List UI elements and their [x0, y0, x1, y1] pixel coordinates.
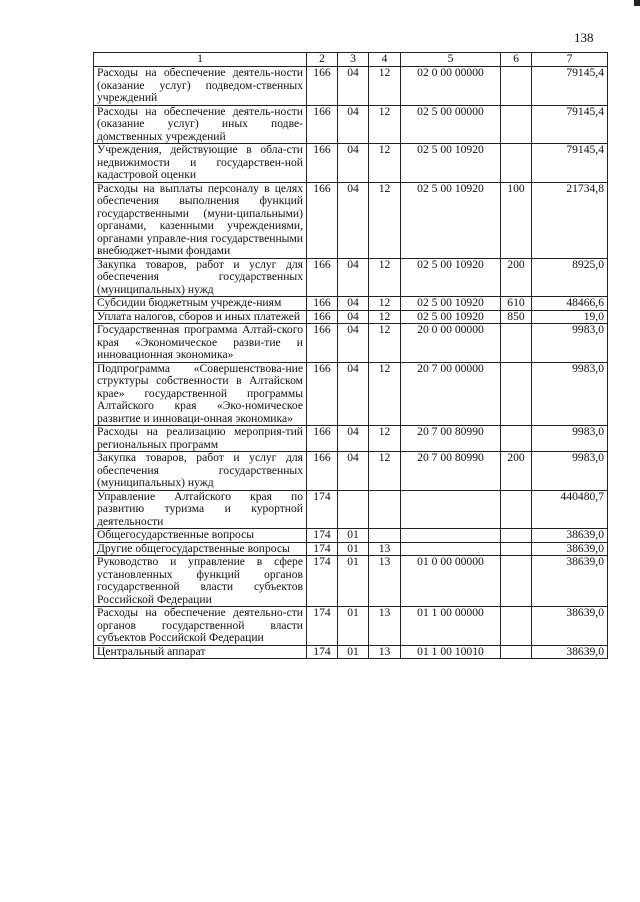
row-expense-type-cell — [501, 144, 532, 183]
row-subsection-cell: 12 — [369, 105, 401, 144]
table-row — [94, 362, 608, 426]
row-target-cell — [401, 542, 501, 556]
row-subsection-cell: 12 — [369, 258, 401, 297]
row-expense-type-cell — [501, 426, 532, 452]
row-section-cell: 01 — [338, 645, 369, 659]
row-expense-type-cell — [501, 324, 532, 363]
row-expense-type-cell — [501, 529, 532, 543]
row-name-cell: Управление Алтайского края по развитию туризма и курортной деятельности — [94, 490, 307, 529]
header-row — [94, 53, 608, 67]
header-cell: 4 — [369, 53, 401, 67]
row-section-cell: 04 — [338, 426, 369, 452]
table-row — [94, 310, 608, 324]
row-subsection-cell — [369, 529, 401, 543]
row-subsection-cell: 12 — [369, 452, 401, 491]
row-amount-cell: 38639,0 — [532, 607, 608, 646]
header-cell: 2 — [307, 53, 338, 67]
row-subsection-cell: 12 — [369, 67, 401, 106]
table-row — [94, 258, 608, 297]
row-code-cell: 166 — [307, 182, 338, 258]
row-subsection-cell: 12 — [369, 426, 401, 452]
row-subsection-cell — [369, 490, 401, 529]
row-code-cell: 166 — [307, 310, 338, 324]
row-target-cell: 02 5 00 10920 — [401, 310, 501, 324]
row-name-cell: Учреждения, действующие в обла-сти недвижимости и государствен-ной кадастровой оценки — [94, 144, 307, 183]
row-name-cell: Расходы на обеспечение деятельно-сти органов государственной власти субъектов Российской Федерации — [94, 607, 307, 646]
row-target-cell: 20 0 00 00000 — [401, 324, 501, 363]
row-amount-cell: 38639,0 — [532, 542, 608, 556]
table-row — [94, 297, 608, 311]
row-target-cell: 02 5 00 10920 — [401, 182, 501, 258]
row-section-cell: 04 — [338, 452, 369, 491]
row-section-cell: 04 — [338, 105, 369, 144]
row-target-cell: 02 5 00 10920 — [401, 258, 501, 297]
row-amount-cell: 38639,0 — [532, 645, 608, 659]
table-row — [94, 542, 608, 556]
table-row — [94, 645, 608, 659]
row-code-cell: 166 — [307, 105, 338, 144]
row-subsection-cell: 13 — [369, 607, 401, 646]
row-section-cell: 04 — [338, 258, 369, 297]
row-name-cell: Другие общегосударственные вопросы — [94, 542, 307, 556]
table-row — [94, 324, 608, 363]
header-cell: 5 — [401, 53, 501, 67]
row-code-cell: 166 — [307, 362, 338, 426]
row-section-cell — [338, 490, 369, 529]
row-amount-cell: 9983,0 — [532, 452, 608, 491]
row-code-cell: 166 — [307, 297, 338, 311]
row-code-cell: 174 — [307, 542, 338, 556]
row-expense-type-cell — [501, 490, 532, 529]
row-amount-cell: 21734,8 — [532, 182, 608, 258]
row-target-cell: 20 7 00 00000 — [401, 362, 501, 426]
row-target-cell — [401, 529, 501, 543]
row-name-cell: Расходы на выплаты персоналу в целях обеспечения выполнения функций государственными (муни-ципальными) органами, казенными учреждениями, органами управле-ния государственными внебюджет-ными фондами — [94, 182, 307, 258]
row-expense-type-cell — [501, 105, 532, 144]
row-subsection-cell: 13 — [369, 542, 401, 556]
row-expense-type-cell — [501, 67, 532, 106]
row-section-cell: 04 — [338, 182, 369, 258]
row-section-cell: 04 — [338, 67, 369, 106]
table-row — [94, 426, 608, 452]
page-number: 138 — [574, 30, 594, 45]
row-subsection-cell: 12 — [369, 310, 401, 324]
row-amount-cell: 79145,4 — [532, 67, 608, 106]
row-section-cell: 01 — [338, 607, 369, 646]
row-expense-type-cell — [501, 645, 532, 659]
table-row — [94, 607, 608, 646]
row-amount-cell: 79145,4 — [532, 144, 608, 183]
row-code-cell: 166 — [307, 324, 338, 363]
row-name-cell: Расходы на обеспечение деятель-ности (оказание услуг) подведом-ственных учреждений — [94, 67, 307, 106]
row-code-cell: 166 — [307, 144, 338, 183]
row-code-cell: 174 — [307, 490, 338, 529]
row-target-cell: 01 1 00 10010 — [401, 645, 501, 659]
row-amount-cell: 48466,6 — [532, 297, 608, 311]
row-amount-cell: 9983,0 — [532, 426, 608, 452]
row-subsection-cell: 12 — [369, 297, 401, 311]
table-row — [94, 67, 608, 106]
scan-corner-mark — [634, 0, 640, 6]
row-target-cell: 02 0 00 00000 — [401, 67, 501, 106]
row-amount-cell: 8925,0 — [532, 258, 608, 297]
row-subsection-cell: 12 — [369, 362, 401, 426]
row-name-cell: Общегосударственные вопросы — [94, 529, 307, 543]
row-amount-cell: 9983,0 — [532, 324, 608, 363]
row-amount-cell: 79145,4 — [532, 105, 608, 144]
row-section-cell: 04 — [338, 144, 369, 183]
row-amount-cell: 38639,0 — [532, 556, 608, 607]
row-subsection-cell: 13 — [369, 645, 401, 659]
row-code-cell: 166 — [307, 67, 338, 106]
row-amount-cell: 440480,7 — [532, 490, 608, 529]
row-name-cell: Расходы на обеспечение деятель-ности (оказание услуг) иных подве-домственных учреждений — [94, 105, 307, 144]
table-row — [94, 144, 608, 183]
row-name-cell: Центральный аппарат — [94, 645, 307, 659]
header-cell: 3 — [338, 53, 369, 67]
row-section-cell: 01 — [338, 529, 369, 543]
row-code-cell: 166 — [307, 258, 338, 297]
row-expense-type-cell — [501, 542, 532, 556]
table-row — [94, 182, 608, 258]
row-target-cell: 02 5 00 10920 — [401, 297, 501, 311]
table-row — [94, 490, 608, 529]
row-expense-type-cell: 200 — [501, 258, 532, 297]
row-expense-type-cell — [501, 362, 532, 426]
row-section-cell: 04 — [338, 324, 369, 363]
budget-table — [93, 52, 608, 659]
row-target-cell: 01 1 00 00000 — [401, 607, 501, 646]
row-expense-type-cell: 610 — [501, 297, 532, 311]
row-section-cell: 04 — [338, 297, 369, 311]
row-target-cell: 01 0 00 00000 — [401, 556, 501, 607]
row-expense-type-cell: 100 — [501, 182, 532, 258]
header-cell: 6 — [501, 53, 532, 67]
row-name-cell: Закупка товаров, работ и услуг для обеспечения государственных (муниципальных) нужд — [94, 258, 307, 297]
row-target-cell — [401, 490, 501, 529]
row-code-cell: 166 — [307, 452, 338, 491]
row-name-cell: Субсидии бюджетным учрежде-ниям — [94, 297, 307, 311]
row-amount-cell: 38639,0 — [532, 529, 608, 543]
row-code-cell: 174 — [307, 645, 338, 659]
row-target-cell: 20 7 00 80990 — [401, 426, 501, 452]
table-row — [94, 105, 608, 144]
row-section-cell: 01 — [338, 556, 369, 607]
row-subsection-cell: 12 — [369, 144, 401, 183]
table-row — [94, 452, 608, 491]
row-expense-type-cell — [501, 607, 532, 646]
header-cell: 7 — [532, 53, 608, 67]
row-section-cell: 04 — [338, 362, 369, 426]
row-expense-type-cell: 200 — [501, 452, 532, 491]
row-target-cell: 02 5 00 00000 — [401, 105, 501, 144]
row-target-cell: 20 7 00 80990 — [401, 452, 501, 491]
row-section-cell: 04 — [338, 310, 369, 324]
row-name-cell: Уплата налогов, сборов и иных платежей — [94, 310, 307, 324]
row-subsection-cell: 12 — [369, 182, 401, 258]
row-section-cell: 01 — [338, 542, 369, 556]
row-code-cell: 174 — [307, 556, 338, 607]
table-row — [94, 556, 608, 607]
row-name-cell: Государственная программа Алтай-ского края «Экономическое разви-тие и инновационная экономика» — [94, 324, 307, 363]
row-expense-type-cell: 850 — [501, 310, 532, 324]
row-name-cell: Расходы на реализацию мероприя-тий региональных программ — [94, 426, 307, 452]
row-subsection-cell: 12 — [369, 324, 401, 363]
row-expense-type-cell — [501, 556, 532, 607]
row-name-cell: Закупка товаров, работ и услуг для обеспечения государственных (муниципальных) нужд — [94, 452, 307, 491]
row-code-cell: 174 — [307, 607, 338, 646]
table-row — [94, 529, 608, 543]
row-name-cell: Подпрограмма «Совершенствова-ние структуры собственности в Алтайском крае» государственной программы Алтайского края «Эко-номическое развитие и инноваци-онная экономика» — [94, 362, 307, 426]
row-code-cell: 166 — [307, 426, 338, 452]
header-cell: 1 — [94, 53, 307, 67]
row-amount-cell: 19,0 — [532, 310, 608, 324]
row-target-cell: 02 5 00 10920 — [401, 144, 501, 183]
row-name-cell: Руководство и управление в сфере установленных функций органов государственной власти субъектов Российской Федерации — [94, 556, 307, 607]
row-code-cell: 174 — [307, 529, 338, 543]
row-amount-cell: 9983,0 — [532, 362, 608, 426]
row-subsection-cell: 13 — [369, 556, 401, 607]
